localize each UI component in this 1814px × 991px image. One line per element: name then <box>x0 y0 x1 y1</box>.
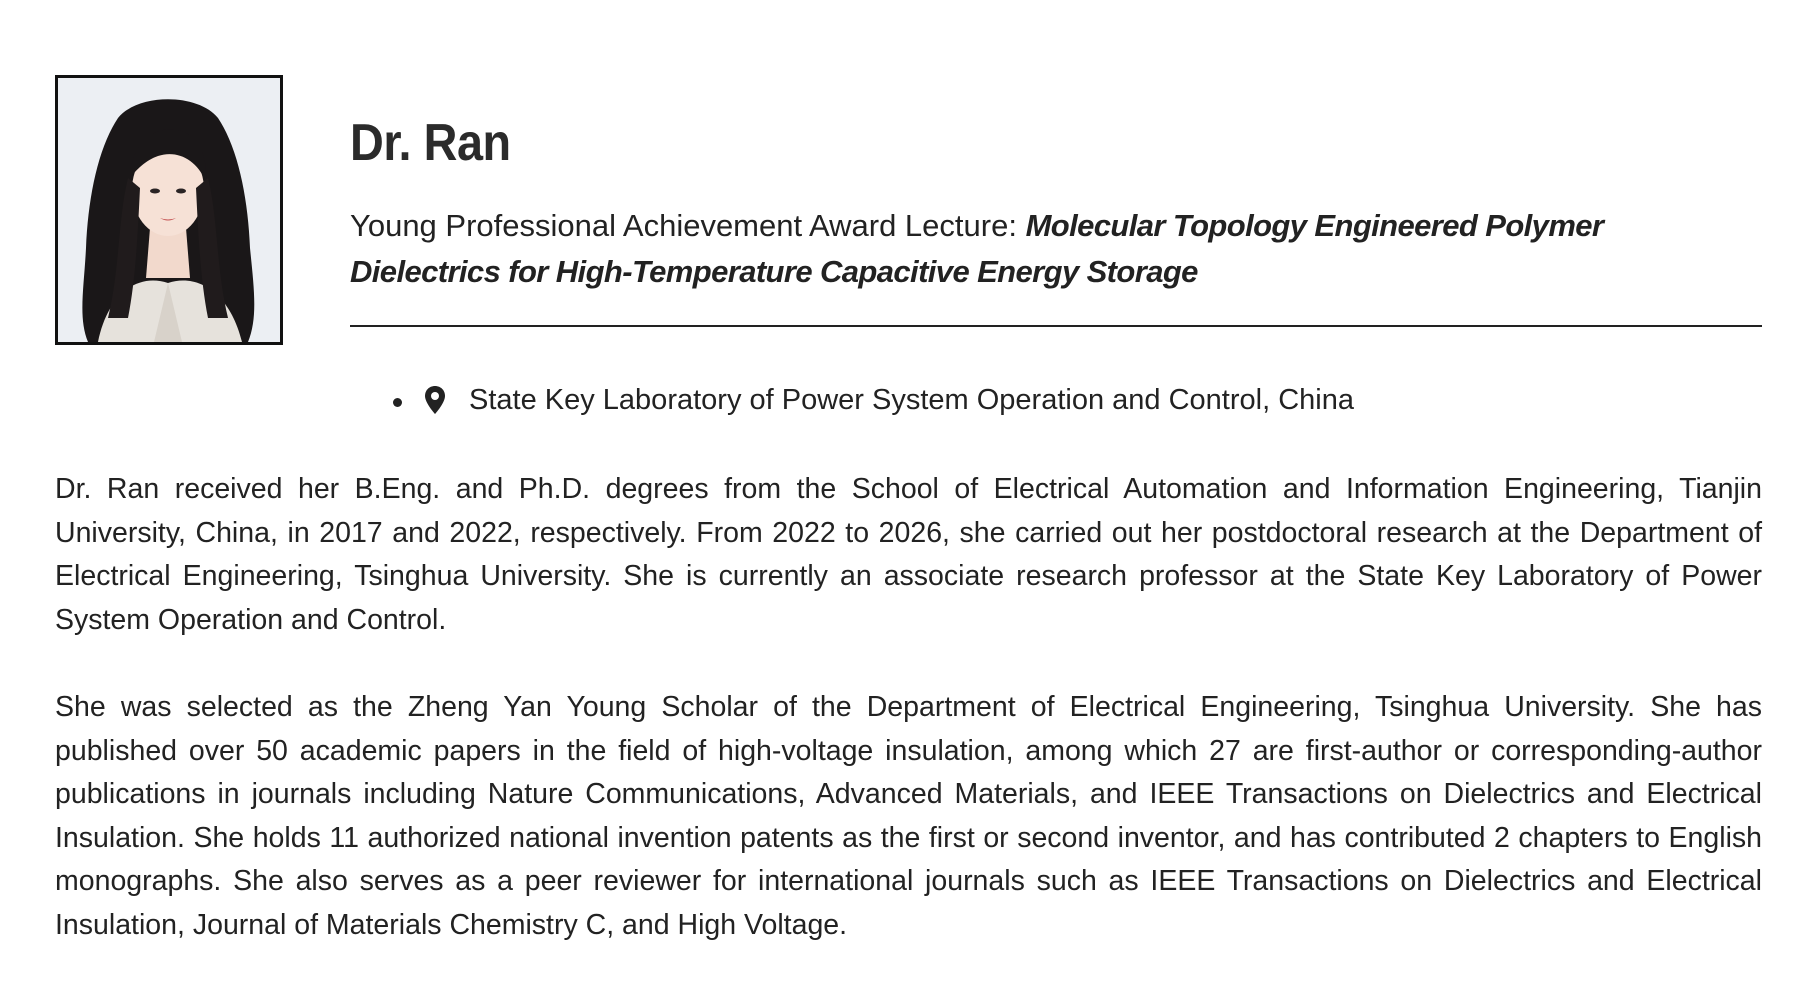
bullet-dot <box>393 398 402 407</box>
speaker-photo <box>55 75 283 345</box>
speaker-bio <box>55 468 1762 991</box>
speaker-name: Dr. Ran <box>350 114 511 172</box>
affiliation-item <box>393 378 1354 422</box>
lecture-title: Molecular Topology Engineered Polymer Dielectrics for High-Temperature Capacitive Energy Storage <box>350 208 1604 289</box>
award-lecture <box>350 203 1650 295</box>
bio-paragraph-2: She was selected as the Zheng Yan Young Scholar of the Department of Electrical Engineering, Tsinghua University. She has published over 50 academic papers in the field of high-voltage insulation, among which 27 are first-author or corresponding-author publications in journals including Nature Communications, Advanced Materials, and IEEE Transactions on Dielectrics and Electrical Insulation. She holds 11 authorized national invention patents as the first or second inventor, and has contributed 2 chapters to English monographs. She also serves as a peer reviewer for international journals such as IEEE Transactions on Dielectrics and Electrical Insulation, Journal of Materials Chemistry C, and High Voltage. <box>55 691 1762 941</box>
affiliation-list <box>393 378 1354 422</box>
bio-paragraph-1: Dr. Ran received her B.Eng. and Ph.D. degrees from the School of Electrical Automation and Information Engineering, Tianjin University, China, in 2017 and 2022, respectively. From 2022 to 2026, she carried out her postdoctoral research at the Department of Electrical Engineering, Tsinghua University. She is currently an associate research professor at the State Key Laboratory of Power System Operation and Control. <box>55 473 1762 636</box>
header-divider <box>350 325 1762 327</box>
award-prefix: Young Professional Achievement Award Lecture: <box>350 208 1026 243</box>
map-pin-icon <box>424 385 446 415</box>
portrait-photo-icon <box>58 78 280 342</box>
affiliation-text: State Key Laboratory of Power System Operation and Control, China <box>469 384 1354 416</box>
